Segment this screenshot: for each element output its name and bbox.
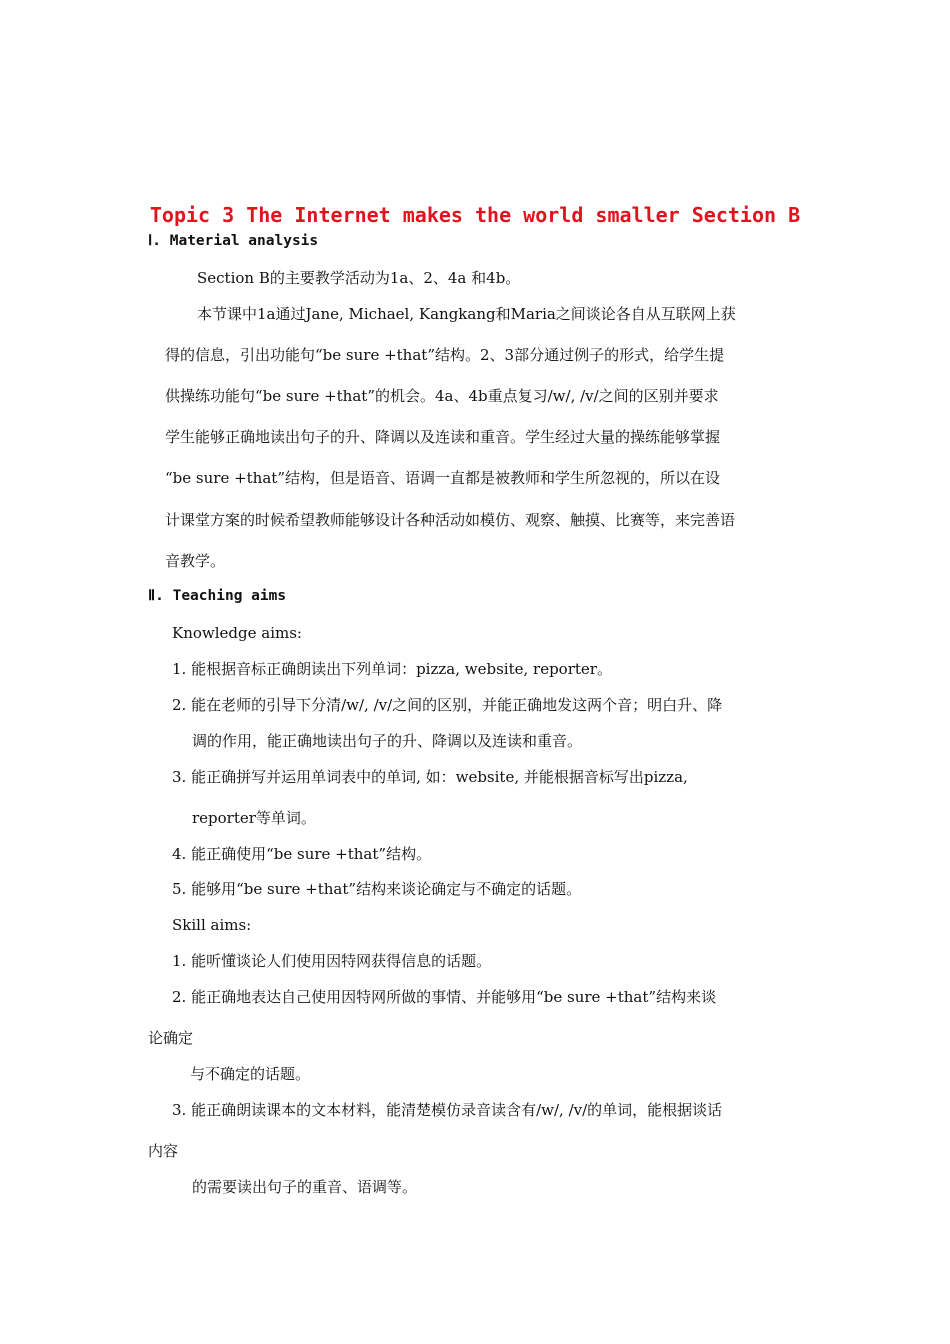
paragraph-line: “be sure +that”结构，但是语音、语调一直都是被教师和学生所忽视的，所以在设 xyxy=(165,469,720,487)
paragraph-line: 得的信息，引出功能句“be sure +that”结构。2、3部分通过例子的形式，给学生提 xyxy=(165,346,725,364)
paragraph-line: 计课堂方案的时候希望教师能够设计各种活动如模仿、观察、触摸、比赛等，来完善语 xyxy=(165,511,736,529)
skill-aim-item: 3. 能正确朗读课本的文本材料，能清楚模仿录音读含有/w/, /v/的单词，能根据谈话 xyxy=(172,1101,723,1119)
knowledge-aim-continuation: reporter等单词。 xyxy=(192,809,316,827)
skill-aim-item: 2. 能正确地表达自己使用因特网所做的事情、并能够用“be sure +that”结构来谈 xyxy=(172,988,717,1006)
knowledge-aim-item: 1. 能根据音标正确朗读出下列单词：pizza, website, reporter。 xyxy=(172,660,612,678)
knowledge-aim-item: 2. 能在老师的引导下分清/w/, /v/之间的区别，并能正确地发这两个音；明白升、降 xyxy=(172,696,723,714)
knowledge-aims-label: Knowledge aims: xyxy=(172,624,302,642)
skill-aim-continuation: 论确定 xyxy=(148,1029,194,1047)
skill-aim-continuation: 与不确定的话题。 xyxy=(190,1065,311,1083)
paragraph-line: 供操练功能句“be sure +that”的机会。4a、4b重点复习/w/, /v/之间的区别并要求 xyxy=(165,387,719,405)
knowledge-aim-item: 4. 能正确使用“be sure +that”结构。 xyxy=(172,845,432,863)
knowledge-aim-item: 5. 能够用“be sure +that”结构来谈论确定与不确定的话题。 xyxy=(172,880,582,898)
paragraph-line: 本节课中1a通过Jane, Michael, Kangkang和Maria之间谈论各自从互联网上获 xyxy=(197,305,736,323)
knowledge-aim-item: 3. 能正确拼写并运用单词表中的单词, 如：website, 并能根据音标写出pizza, xyxy=(172,768,688,786)
skill-aim-item: 1. 能听懂谈论人们使用因特网获得信息的话题。 xyxy=(172,952,492,970)
section-heading-teaching-aims: Ⅱ. Teaching aims xyxy=(148,588,287,604)
skill-aim-continuation: 内容 xyxy=(148,1142,179,1160)
section-heading-material-analysis: Ⅰ. Material analysis xyxy=(148,233,319,249)
paragraph-line: 音教学。 xyxy=(165,552,226,570)
knowledge-aim-continuation: 调的作用，能正确地读出句子的升、降调以及连读和重音。 xyxy=(192,732,583,750)
document-title: Topic 3 The Internet makes the world smaller Section B xyxy=(149,203,801,227)
paragraph-line: Section B的主要教学活动为1a、2、4a 和4b。 xyxy=(197,269,521,287)
skill-aim-continuation: 的需要读出句子的重音、语调等。 xyxy=(192,1178,418,1196)
paragraph-line: 学生能够正确地读出句子的升、降调以及连读和重音。学生经过大量的操练能够掌握 xyxy=(165,428,721,446)
skill-aims-label: Skill aims: xyxy=(172,916,252,934)
